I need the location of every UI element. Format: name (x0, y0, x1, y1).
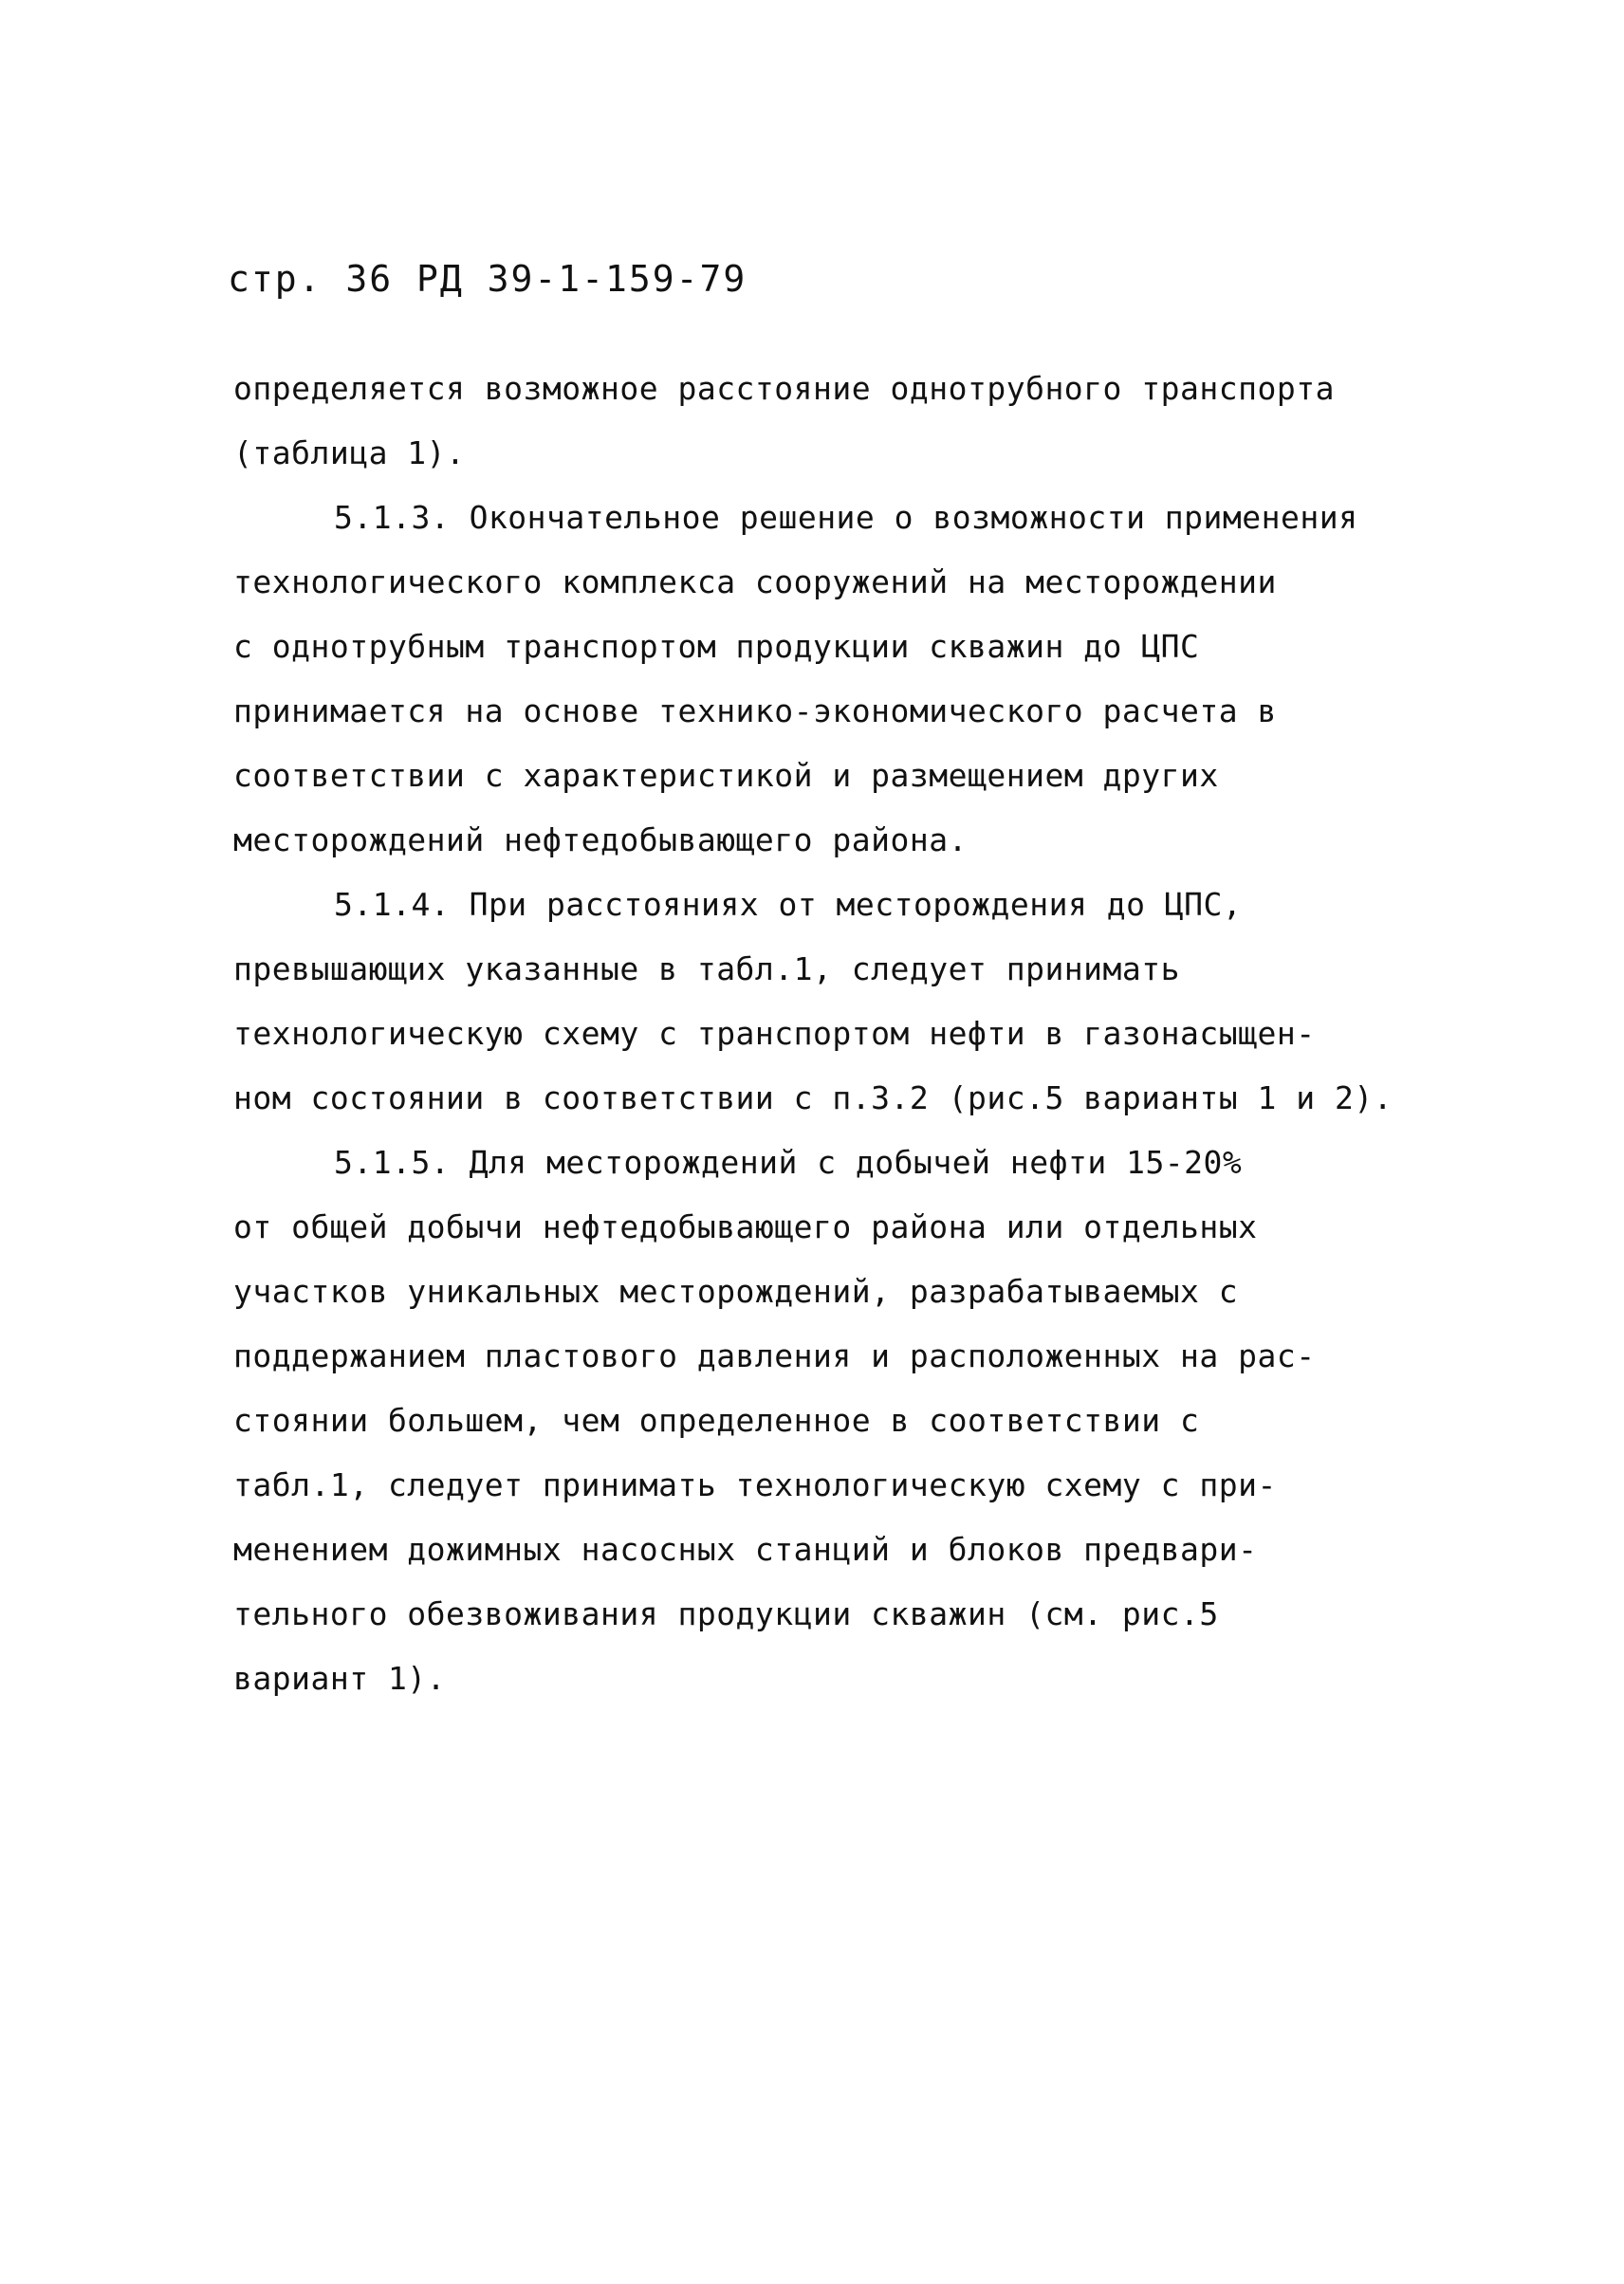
text-line: месторождений нефтедобывающего района. (233, 821, 968, 858)
text-line: соответствии с характеристикой и размещением других (233, 757, 1219, 794)
text-line: (таблица 1). (233, 434, 466, 471)
text-line: менением дожимных насосных станций и блоков предвари- (233, 1531, 1258, 1568)
text-line: определяется возможное расстояние однотрубного транспорта (233, 370, 1335, 407)
paragraph-5-1-5-start: 5.1.5. Для месторождений с добычей нефти 15-20% (334, 1144, 1243, 1181)
text-line: принимается на основе технико-экономического расчета в (233, 692, 1277, 729)
text-line: поддержанием пластового давления и расположенных на рас- (233, 1337, 1316, 1374)
paragraph-5-1-4-start: 5.1.4. При расстояниях от месторождения до ЦПС, (334, 886, 1243, 923)
text-line: от общей добычи нефтедобывающего района или отдельных (233, 1208, 1258, 1245)
text-line: превышающих указанные в табл.1, следует принимать (233, 950, 1181, 987)
text-line: с однотрубным транспортом продукции скважин до ЦПС (233, 628, 1200, 665)
text-line: технологического комплекса сооружений на месторождении (233, 563, 1277, 600)
text-line: тельного обезвоживания продукции скважин (см. рис.5 (233, 1595, 1219, 1632)
text-line: табл.1, следует принимать технологическую схему с при- (233, 1466, 1277, 1503)
text-line: стоянии большем, чем определенное в соответствии с (233, 1402, 1200, 1439)
text-line: участков уникальных месторождений, разрабатываемых с (233, 1273, 1239, 1310)
page-header: стр. 36 РД 39-1-159-79 (228, 258, 747, 300)
text-line: ном состоянии в соответствии с п.3.2 (рис.5 варианты 1 и 2). (233, 1079, 1393, 1116)
paragraph-5-1-3-start: 5.1.3. Окончательное решение о возможности применения (334, 499, 1358, 536)
text-line: технологическую схему с транспортом нефти в газонасыщен- (233, 1015, 1316, 1052)
text-line: вариант 1). (233, 1660, 447, 1697)
